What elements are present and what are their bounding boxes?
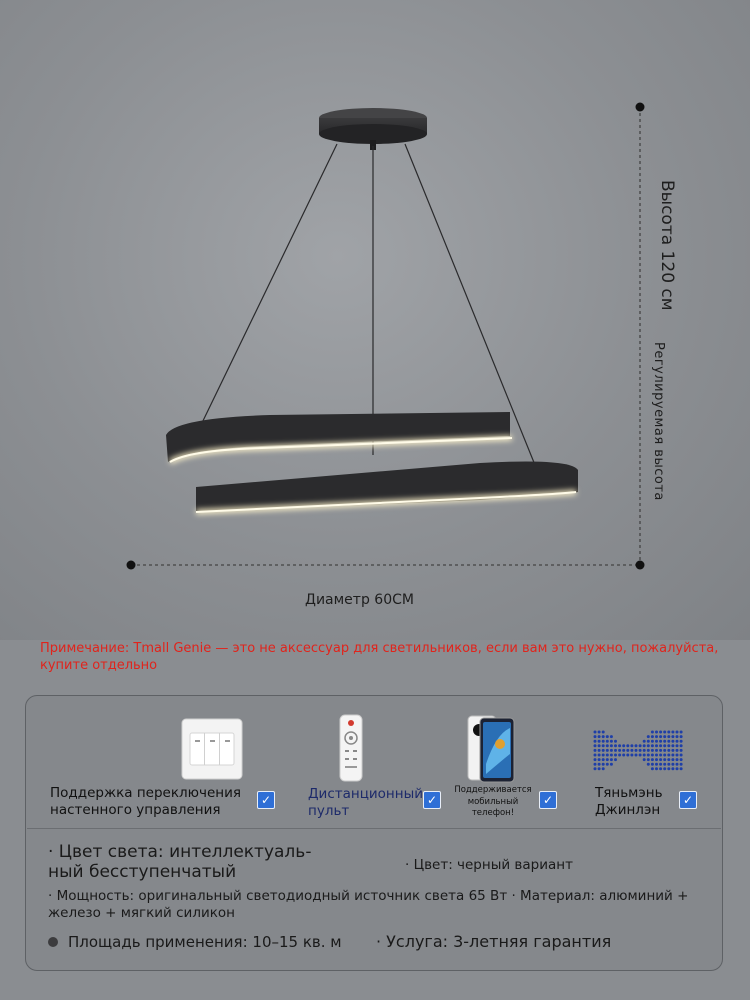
voice-assistant-icon <box>593 728 685 774</box>
wave-dot <box>643 754 646 757</box>
wave-dot <box>618 744 621 747</box>
wave-dot <box>671 749 674 752</box>
wave-dot <box>606 754 609 757</box>
wave-dot <box>598 735 601 738</box>
wave-dot <box>598 767 601 770</box>
height-label: Высота 120 см <box>657 180 677 311</box>
wave-dot <box>680 740 683 743</box>
feature-voice-label <box>595 785 663 819</box>
wave-dot <box>610 749 613 752</box>
wave-dot <box>610 744 613 747</box>
wave-dot <box>594 767 597 770</box>
wave-dot <box>655 740 658 743</box>
wave-dot <box>635 754 638 757</box>
wave-dot <box>671 740 674 743</box>
wave-dot <box>643 740 646 743</box>
wave-dot <box>618 754 621 757</box>
wave-dot <box>610 735 613 738</box>
wave-dot <box>606 749 609 752</box>
wave-dot <box>659 763 662 766</box>
wave-dot <box>635 749 638 752</box>
wave-dot <box>659 731 662 734</box>
wave-dot <box>614 749 617 752</box>
wave-dot <box>643 758 646 761</box>
wave-dot <box>655 731 658 734</box>
wave-dot <box>663 735 666 738</box>
wave-dot <box>651 754 654 757</box>
wave-dot <box>680 767 683 770</box>
wave-dot <box>659 744 662 747</box>
wave-dot <box>598 749 601 752</box>
feature-phone-line3: телефон! <box>471 808 515 818</box>
wave-dot <box>602 754 605 757</box>
wave-dot <box>659 754 662 757</box>
feature-wall-switch-line1: Поддержка переключения <box>50 785 241 801</box>
wave-dot <box>651 735 654 738</box>
spec-light-color <box>48 842 311 882</box>
wave-dot <box>594 735 597 738</box>
wave-dot <box>667 754 670 757</box>
wave-dot <box>594 744 597 747</box>
wave-dot <box>671 754 674 757</box>
wave-dot <box>651 731 654 734</box>
wave-dot <box>667 767 670 770</box>
tmall-genie-note: Примечание: Tmall Genie — это не аксессуар для светильников, если вам это нужно, пожалуйста, купите отдельно <box>40 641 719 673</box>
bullet-dot-icon <box>48 937 58 947</box>
wave-dot <box>655 763 658 766</box>
wave-dot <box>598 754 601 757</box>
wave-dot <box>647 735 650 738</box>
wave-dot <box>598 763 601 766</box>
wave-dot <box>680 735 683 738</box>
wave-dot <box>667 749 670 752</box>
wave-dot <box>667 735 670 738</box>
wave-dot <box>671 763 674 766</box>
remote-control-icon <box>339 714 363 782</box>
spec-power-line1: · Мощность: оригинальный светодиодный источник света 65 Вт · Материал: алюминий + <box>48 888 689 904</box>
spec-light-color-line1: · Цвет света: интеллектуаль- <box>48 842 312 862</box>
wave-dot <box>667 731 670 734</box>
feature-wall-switch-label <box>50 785 241 819</box>
wave-dot <box>594 740 597 743</box>
wave-dot <box>647 758 650 761</box>
wave-dot <box>606 758 609 761</box>
wave-dot <box>680 749 683 752</box>
wave-dot <box>647 763 650 766</box>
wave-dot <box>610 763 613 766</box>
wave-dot <box>626 749 629 752</box>
feature-voice-line1: Тяньмэнь <box>595 785 663 801</box>
wave-dot <box>602 763 605 766</box>
wave-dot <box>602 749 605 752</box>
wave-dot <box>651 767 654 770</box>
wave-dot <box>643 749 646 752</box>
wave-dot <box>639 744 642 747</box>
wave-dot <box>606 735 609 738</box>
wave-dot <box>602 740 605 743</box>
wave-dot <box>651 744 654 747</box>
spec-power-line2: железо + мягкий силикон <box>48 905 235 921</box>
wave-dot <box>659 740 662 743</box>
wave-dot <box>614 744 617 747</box>
wave-dot <box>655 754 658 757</box>
wave-dot <box>630 749 633 752</box>
wave-dot <box>606 744 609 747</box>
wave-dot <box>651 763 654 766</box>
smartphone-icon <box>466 714 516 784</box>
feature-phone-label <box>452 785 534 820</box>
remote-checkbox[interactable]: ✓ <box>423 791 441 809</box>
wave-dot <box>676 758 679 761</box>
wave-dot <box>671 731 674 734</box>
wave-dot <box>663 740 666 743</box>
wave-dot <box>659 735 662 738</box>
diameter-label: Диаметр 60CM <box>305 592 414 608</box>
wave-dot <box>610 740 613 743</box>
wave-dot <box>676 754 679 757</box>
wave-dot <box>614 758 617 761</box>
wave-dot <box>671 735 674 738</box>
wave-dot <box>594 763 597 766</box>
wave-dot <box>643 744 646 747</box>
upper-ring <box>166 412 512 462</box>
wave-dot <box>676 763 679 766</box>
wave-dot <box>676 740 679 743</box>
wave-dot <box>680 731 683 734</box>
wave-dot <box>610 758 613 761</box>
wave-dot <box>635 744 638 747</box>
wave-dot <box>667 758 670 761</box>
feature-voice-line2: Джинлэн <box>595 802 661 818</box>
wave-dot <box>598 744 601 747</box>
wave-dot <box>676 744 679 747</box>
wave-dot <box>680 754 683 757</box>
wall-switch-icon <box>181 718 243 780</box>
wave-dot <box>602 758 605 761</box>
spec-light-color-line2: ный бесступенчатый <box>48 862 237 882</box>
spec-color: · Цвет: черный вариант <box>405 857 573 873</box>
wave-dot <box>676 749 679 752</box>
wave-dot <box>639 749 642 752</box>
wall-switch-checkbox[interactable]: ✓ <box>257 791 275 809</box>
wave-dot <box>647 744 650 747</box>
wave-dot <box>659 767 662 770</box>
wave-dot <box>630 754 633 757</box>
wave-dot <box>622 744 625 747</box>
wave-dot <box>651 758 654 761</box>
lower-ring <box>196 462 578 512</box>
wave-dot <box>663 744 666 747</box>
wave-dot <box>606 740 609 743</box>
wave-dot <box>667 763 670 766</box>
feature-remote-line1: Дистанционный <box>308 786 424 802</box>
voice-checkbox[interactable]: ✓ <box>679 791 697 809</box>
wave-dot <box>622 749 625 752</box>
spec-service: · Услуга: 3-летняя гарантия <box>376 932 612 951</box>
wave-dot <box>647 740 650 743</box>
wave-dot <box>655 758 658 761</box>
wave-dot <box>667 740 670 743</box>
wave-dot <box>663 767 666 770</box>
wave-dot <box>618 749 621 752</box>
wave-dot <box>667 744 670 747</box>
spec-area <box>48 933 342 951</box>
wave-dot <box>622 754 625 757</box>
feature-phone-line1: Поддерживается <box>454 785 532 795</box>
wave-dot <box>651 749 654 752</box>
wave-dot <box>602 735 605 738</box>
wave-dot <box>655 767 658 770</box>
wave-dot <box>602 767 605 770</box>
wave-dot <box>594 749 597 752</box>
wave-dot <box>626 744 629 747</box>
wave-dot <box>614 740 617 743</box>
wave-dot <box>676 735 679 738</box>
wave-dot <box>680 744 683 747</box>
wave-dot <box>594 731 597 734</box>
wave-dot <box>647 749 650 752</box>
wave-dot <box>671 758 674 761</box>
wave-dot <box>676 767 679 770</box>
phone-checkbox[interactable]: ✓ <box>539 791 557 809</box>
wave-dot <box>671 767 674 770</box>
wave-dot <box>676 731 679 734</box>
wave-dot <box>663 754 666 757</box>
wave-dot <box>610 754 613 757</box>
wave-dot <box>614 754 617 757</box>
wave-dot <box>663 749 666 752</box>
spec-power-material <box>48 888 708 922</box>
adjustable-height-label: Регулируемая высота <box>651 342 666 501</box>
wave-dot <box>598 731 601 734</box>
wave-dot <box>680 758 683 761</box>
wave-dot <box>630 744 633 747</box>
feature-remote-line2: пульт <box>308 803 350 819</box>
wave-dot <box>671 744 674 747</box>
wave-dot <box>602 744 605 747</box>
spec-area-text: Площадь применения: 10–15 кв. м <box>68 933 342 951</box>
wave-dot <box>598 740 601 743</box>
wave-dot <box>602 731 605 734</box>
wave-dot <box>626 754 629 757</box>
wave-dot <box>606 763 609 766</box>
wave-dot <box>639 754 642 757</box>
feature-phone-line2: мобильный <box>467 796 519 807</box>
wave-dot <box>659 758 662 761</box>
wave-dot <box>659 749 662 752</box>
ceiling-canopy <box>319 108 427 150</box>
wave-dot <box>647 754 650 757</box>
wave-dot <box>663 758 666 761</box>
wave-dot <box>663 731 666 734</box>
wave-dot <box>594 758 597 761</box>
wave-dot <box>594 754 597 757</box>
wave-dot <box>663 763 666 766</box>
wave-dot <box>655 744 658 747</box>
wave-dot <box>655 749 658 752</box>
feature-remote-label <box>308 786 423 820</box>
wave-dot <box>655 735 658 738</box>
feature-wall-switch-line2: настенного управления <box>50 802 221 818</box>
wave-dot <box>598 758 601 761</box>
wave-dot <box>680 763 683 766</box>
panel-divider <box>27 828 721 829</box>
wave-dot <box>651 740 654 743</box>
